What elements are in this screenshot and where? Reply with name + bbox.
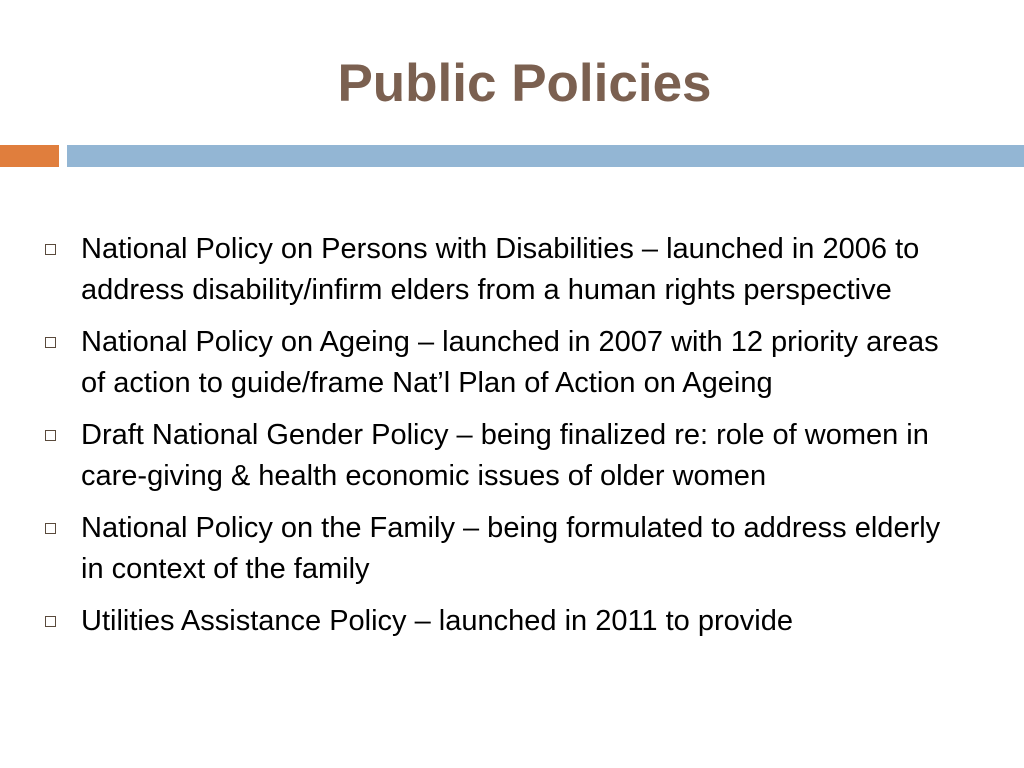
bullet-text: National Policy on the Family – being formulated to address elderly in context of the family — [81, 512, 941, 585]
square-bullet-icon — [45, 523, 56, 534]
bullet-text: Utilities Assistance Policy – launched in 2011 to provide — [81, 605, 793, 637]
square-bullet-icon — [45, 244, 56, 255]
bullet-item — [0, 229, 951, 311]
bullet-text: National Policy on Ageing – launched in 2007 with 12 priority areas of action to guide/frame Nat’l Plan of Action on Ageing — [81, 326, 939, 399]
bullet-list — [0, 229, 951, 653]
bullet-item — [0, 601, 951, 642]
square-bullet-icon — [45, 430, 56, 441]
bullet-item — [0, 322, 951, 404]
bullet-item — [0, 415, 951, 497]
bullet-text: Draft National Gender Policy – being finalized re: role of women in care-giving & health economic issues of older women — [81, 419, 929, 492]
square-bullet-icon — [45, 337, 56, 348]
bullet-item — [0, 508, 951, 590]
square-bullet-icon — [45, 616, 56, 627]
slide-title: Public Policies — [337, 54, 712, 113]
accent-bar-orange — [0, 145, 59, 167]
accent-bar-blue — [67, 145, 1024, 167]
bullet-text: National Policy on Persons with Disabilities – launched in 2006 to address disability/infirm elders from a human rights perspective — [81, 233, 920, 306]
